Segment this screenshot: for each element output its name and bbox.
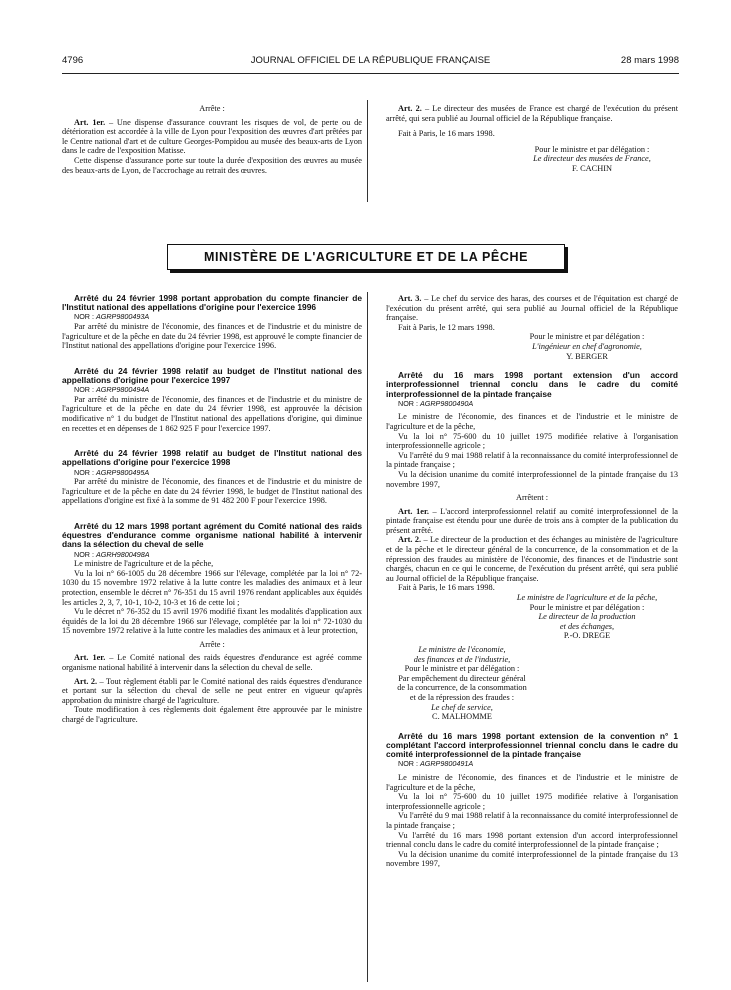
paragraph: Vu l'arrêté du 9 mai 1988 relatif à la reconnaissance du comité interprofessionnel de la pintade française ; <box>386 811 678 830</box>
article-2 <box>386 104 678 123</box>
signature-line: Par empêchement du directeur général <box>398 673 526 683</box>
signatory-name: F. CACHIN <box>572 163 612 173</box>
page-header <box>62 55 679 69</box>
issue-date: 28 mars 1998 <box>620 55 679 66</box>
signatory-name: P.-O. DREGE <box>563 631 611 641</box>
right-column <box>386 294 678 869</box>
paragraph: Vu la loi n° 66-1005 du 28 décembre 1966 sur l'élevage, complétée par la loi n° 72-1030 du 15 novembre 1972 relative à la lutte contre les maladies des animaux et à leur protection, ensemble le décret n° 76-351 du 15 avril 1976 rendant applicables aux équidés les articles 2, 3, 7, 10-1, 10-2, 10-3 et 16 de cette loi ; <box>62 568 362 607</box>
signature-line: et de la répression des fraudes : <box>409 692 515 702</box>
paragraph: Vu la loi n° 75-600 du 10 juillet 1975 modifiée relative à l'organisation interprofessionnelle agricole ; <box>386 792 678 811</box>
signature-line: Le directeur de la production <box>538 612 636 622</box>
top-right-block <box>386 104 678 174</box>
signatory-name: C. MALHOMME <box>432 712 492 722</box>
arretent-heading: Arrêtent : <box>515 493 549 503</box>
article-text: – Le directeur des musées de France est chargé de l'exécution du présent arrêté, qui sera publié au Journal officiel de la République française. <box>386 104 679 123</box>
article-label: Art. 2. <box>398 535 422 545</box>
journal-title: JOURNAL OFFICIEL DE LA RÉPUBLIQUE FRANÇAISE <box>250 55 491 66</box>
nor-reference: NOR : AGRP9800491A <box>398 759 474 769</box>
article-label: Art. 2. <box>74 676 98 686</box>
signature-line: des finances et de l'industrie, <box>413 654 511 664</box>
place-date: Fait à Paris, le 16 mars 1998. <box>398 129 495 139</box>
paragraph: Par arrêté du ministre de l'économie, des finances et de l'industrie et du ministre de l'agriculture et de la pêche en date du 24 février 1998, le budget de l'Institut national des appellations d'origine est fixé à la somme de 91 482 200 F pour l'exercice 1998. <box>62 477 362 506</box>
article-2 <box>62 677 362 706</box>
place-date: Fait à Paris, le 12 mars 1998. <box>398 322 495 332</box>
nor-reference: NOR : AGRP9800495A <box>74 467 150 477</box>
signature-line: Pour le ministre et par délégation : <box>529 332 645 342</box>
paragraph: Vu l'arrêté du 9 mai 1988 relatif à la reconnaissance du comité interprofessionnel de la pintade française ; <box>386 450 678 470</box>
article-label: Art. 1er. <box>398 506 429 516</box>
paragraph: Vu le décret n° 76-352 du 15 avril 1976 modifié fixant les modalités d'application aux équidés de la loi du 28 décembre 1966 sur l'élevage, complétée par la loi n° 72-1030 du 15 novembre 1972 relative à la lutte contre les maladies des animaux et à leur protection, <box>62 607 362 636</box>
paragraph: Par arrêté du ministre de l'économie, des finances et de l'industrie et du ministre de l'agriculture et de la pêche en date du 24 février 1998, est approuvé le compte financier de l'Institut national des appellations d'origine pour l'exercice 1996. <box>62 322 362 351</box>
signature-line: Pour le ministre et par délégation : <box>534 144 650 154</box>
paragraph: Cette dispense d'assurance porte sur toute la durée d'exposition des œuvres au musée des beaux-arts de Lyon, de l'accrochage au retrait des œuvres. <box>62 155 362 175</box>
top-left-block <box>62 104 362 175</box>
header-rule <box>62 73 679 74</box>
ministry-banner <box>167 244 565 270</box>
arrete-heading: Arrête : <box>199 639 225 649</box>
paragraph: Vu la décision unanime du comité interprofessionnel de la pintade française du 13 novembre 1997, <box>386 469 678 489</box>
paragraph: Vu la décision unanime du comité interprofessionnel de la pintade française du 13 novembre 1997, <box>386 849 678 869</box>
decree-title: Arrêté du 24 février 1998 relatif au budget de l'Institut national des appellations d'origine pour l'exercice 1998 <box>62 448 362 468</box>
article-1 <box>386 507 678 536</box>
decree-title: Arrêté du 12 mars 1998 portant agrément du Comité national des raids équestres d'endurance comme organisme national habilité à intervenir dans la sélection du cheval de selle <box>62 520 362 550</box>
signatory-name: Y. BERGER <box>566 351 608 361</box>
paragraph: Vu l'arrêté du 16 mars 1998 portant extension d'un accord interprofessionnel triennal conclu dans le cadre du comité interprofessionnel de la pintade française ; <box>386 830 678 850</box>
article-2 <box>386 535 678 583</box>
article-label: Art. 1er. <box>74 117 106 127</box>
article-text: – Une dispense d'assurance couvrant les risques de vol, de perte ou de détérioration est accordée à la ville de Lyon pour l'exposition des œuvres d'art prêtées par le Centre national d'art et de culture Georges-Pompidou au musée des beaux-arts de Lyon dans le cadre de l'exposition Matisse. <box>62 117 362 156</box>
signature-block <box>386 332 678 361</box>
signature-block <box>386 145 678 174</box>
nor-reference: NOR : AGRP9800490A <box>398 398 474 408</box>
nor-reference: NOR : AGRH9800498A <box>74 549 150 559</box>
paragraph: Le ministre de l'économie, des finances et de l'industrie et le ministre de l'agriculture et de la pêche, <box>386 412 678 431</box>
signature-line: Le ministre de l'agriculture et de la pêche, <box>516 593 658 603</box>
left-column <box>62 294 362 725</box>
decree-title: Arrêté du 24 février 1998 relatif au budget de l'Institut national des appellations d'origine pour l'exercice 1997 <box>62 365 362 385</box>
decree-title: Arrêté du 24 février 1998 portant approbation du compte financier de l'Institut national des appellations d'origine pour l'exercice 1996 <box>62 293 362 313</box>
signature-line: L'ingénieur en chef d'agronomie, <box>532 341 642 351</box>
article-text: – Le directeur de la production et des échanges au ministère de l'agriculture et de la pêche et le directeur général de la concurrence, de la consommation et de la répression des fraudes au ministère de l'économie, des finances et de l'industrie sont chargés, chacun en ce qui le concerne, de l'exécution du présent arrêté, qui sera publié au Journal officiel de la République française. <box>386 535 678 583</box>
article-1 <box>62 653 362 672</box>
signature-line: et des échanges, <box>559 621 615 631</box>
signature-line: Pour le ministre et par délégation : <box>529 602 645 612</box>
ministry-title: MINISTÈRE DE L'AGRICULTURE ET DE LA PÊCHE <box>203 250 529 264</box>
article-text: – L'accord interprofessionnel relatif au comité interprofessionnel de la pintade française est étendu pour une durée de trois ans à compter de la publication du présent arrêté. <box>386 506 678 535</box>
column-separator-top <box>367 100 368 202</box>
article-1 <box>62 118 362 156</box>
paragraph: Par arrêté du ministre de l'économie, des finances et de l'industrie et du ministre de l'agriculture et de la pêche en date du 24 février 1998, est approuvée la décision modificative n° 1 du budget de l'Institut national des appellations d'origine, qui diminue en recettes et en dépenses de 1 862 925 F pour l'exercice 1997. <box>62 394 362 433</box>
arrete-heading: Arrête : <box>199 104 225 113</box>
article-text: – Le chef du service des haras, des courses et de l'équitation est chargé de l'exécution du présent arrêté, qui sera publié au Journal officiel de la République française. <box>386 294 678 323</box>
nor-reference: NOR : AGRP9800494A <box>74 385 150 395</box>
decree-title: Arrêté du 16 mars 1998 portant extension de la convention n° 1 complétant l'accord interprofessionnel triennal conclu dans le cadre du comité interprofessionnel de la pintade française <box>386 730 678 760</box>
article-label: Art. 2. <box>398 104 422 113</box>
article-3 <box>386 294 678 323</box>
signature-line: Le directeur des musées de France, <box>533 154 651 164</box>
nor-reference: NOR : AGRP9800493A <box>74 312 150 322</box>
signature-line: Le chef de service, <box>431 702 493 712</box>
signature-block <box>386 645 678 722</box>
paragraph: Vu la loi n° 75-600 du 10 juillet 1975 modifiée relative à l'organisation interprofessionnelle agricole ; <box>386 431 678 451</box>
signature-line: Pour le ministre et par délégation : <box>404 664 520 674</box>
column-separator-main <box>367 292 368 982</box>
signature-block <box>386 593 678 641</box>
paragraph: Toute modification à ces règlements doit également être approuvée par le ministre chargé de l'agriculture. <box>62 705 362 725</box>
article-text: – Tout règlement établi par le Comité national des raids équestres d'endurance et portant sur la sélection du cheval de selle ne peut entrer en vigueur qu'après approbation du ministre chargé de l'agriculture. <box>62 676 362 705</box>
signature-line: Le ministre de l'économie, <box>418 645 506 655</box>
decree-title: Arrêté du 16 mars 1998 portant extension d'un accord interprofessionnel triennal conclu dans le cadre du comité interprofessionnel de la pintade française <box>386 370 678 399</box>
page-number: 4796 <box>62 55 84 66</box>
article-text: – Le Comité national des raids équestres d'endurance est agréé comme organisme national habilité à intervenir dans la sélection du cheval de selle. <box>62 653 362 673</box>
paragraph: Le ministre de l'agriculture et de la pêche, <box>74 559 214 569</box>
signature-line: de la concurrence, de la consommation <box>397 683 527 693</box>
article-label: Art. 1er. <box>74 653 106 663</box>
article-label: Art. 3. <box>398 294 422 303</box>
paragraph: Le ministre de l'économie, des finances et de l'industrie et le ministre de l'agriculture et de la pêche, <box>386 772 678 792</box>
place-date: Fait à Paris, le 16 mars 1998. <box>398 583 495 593</box>
